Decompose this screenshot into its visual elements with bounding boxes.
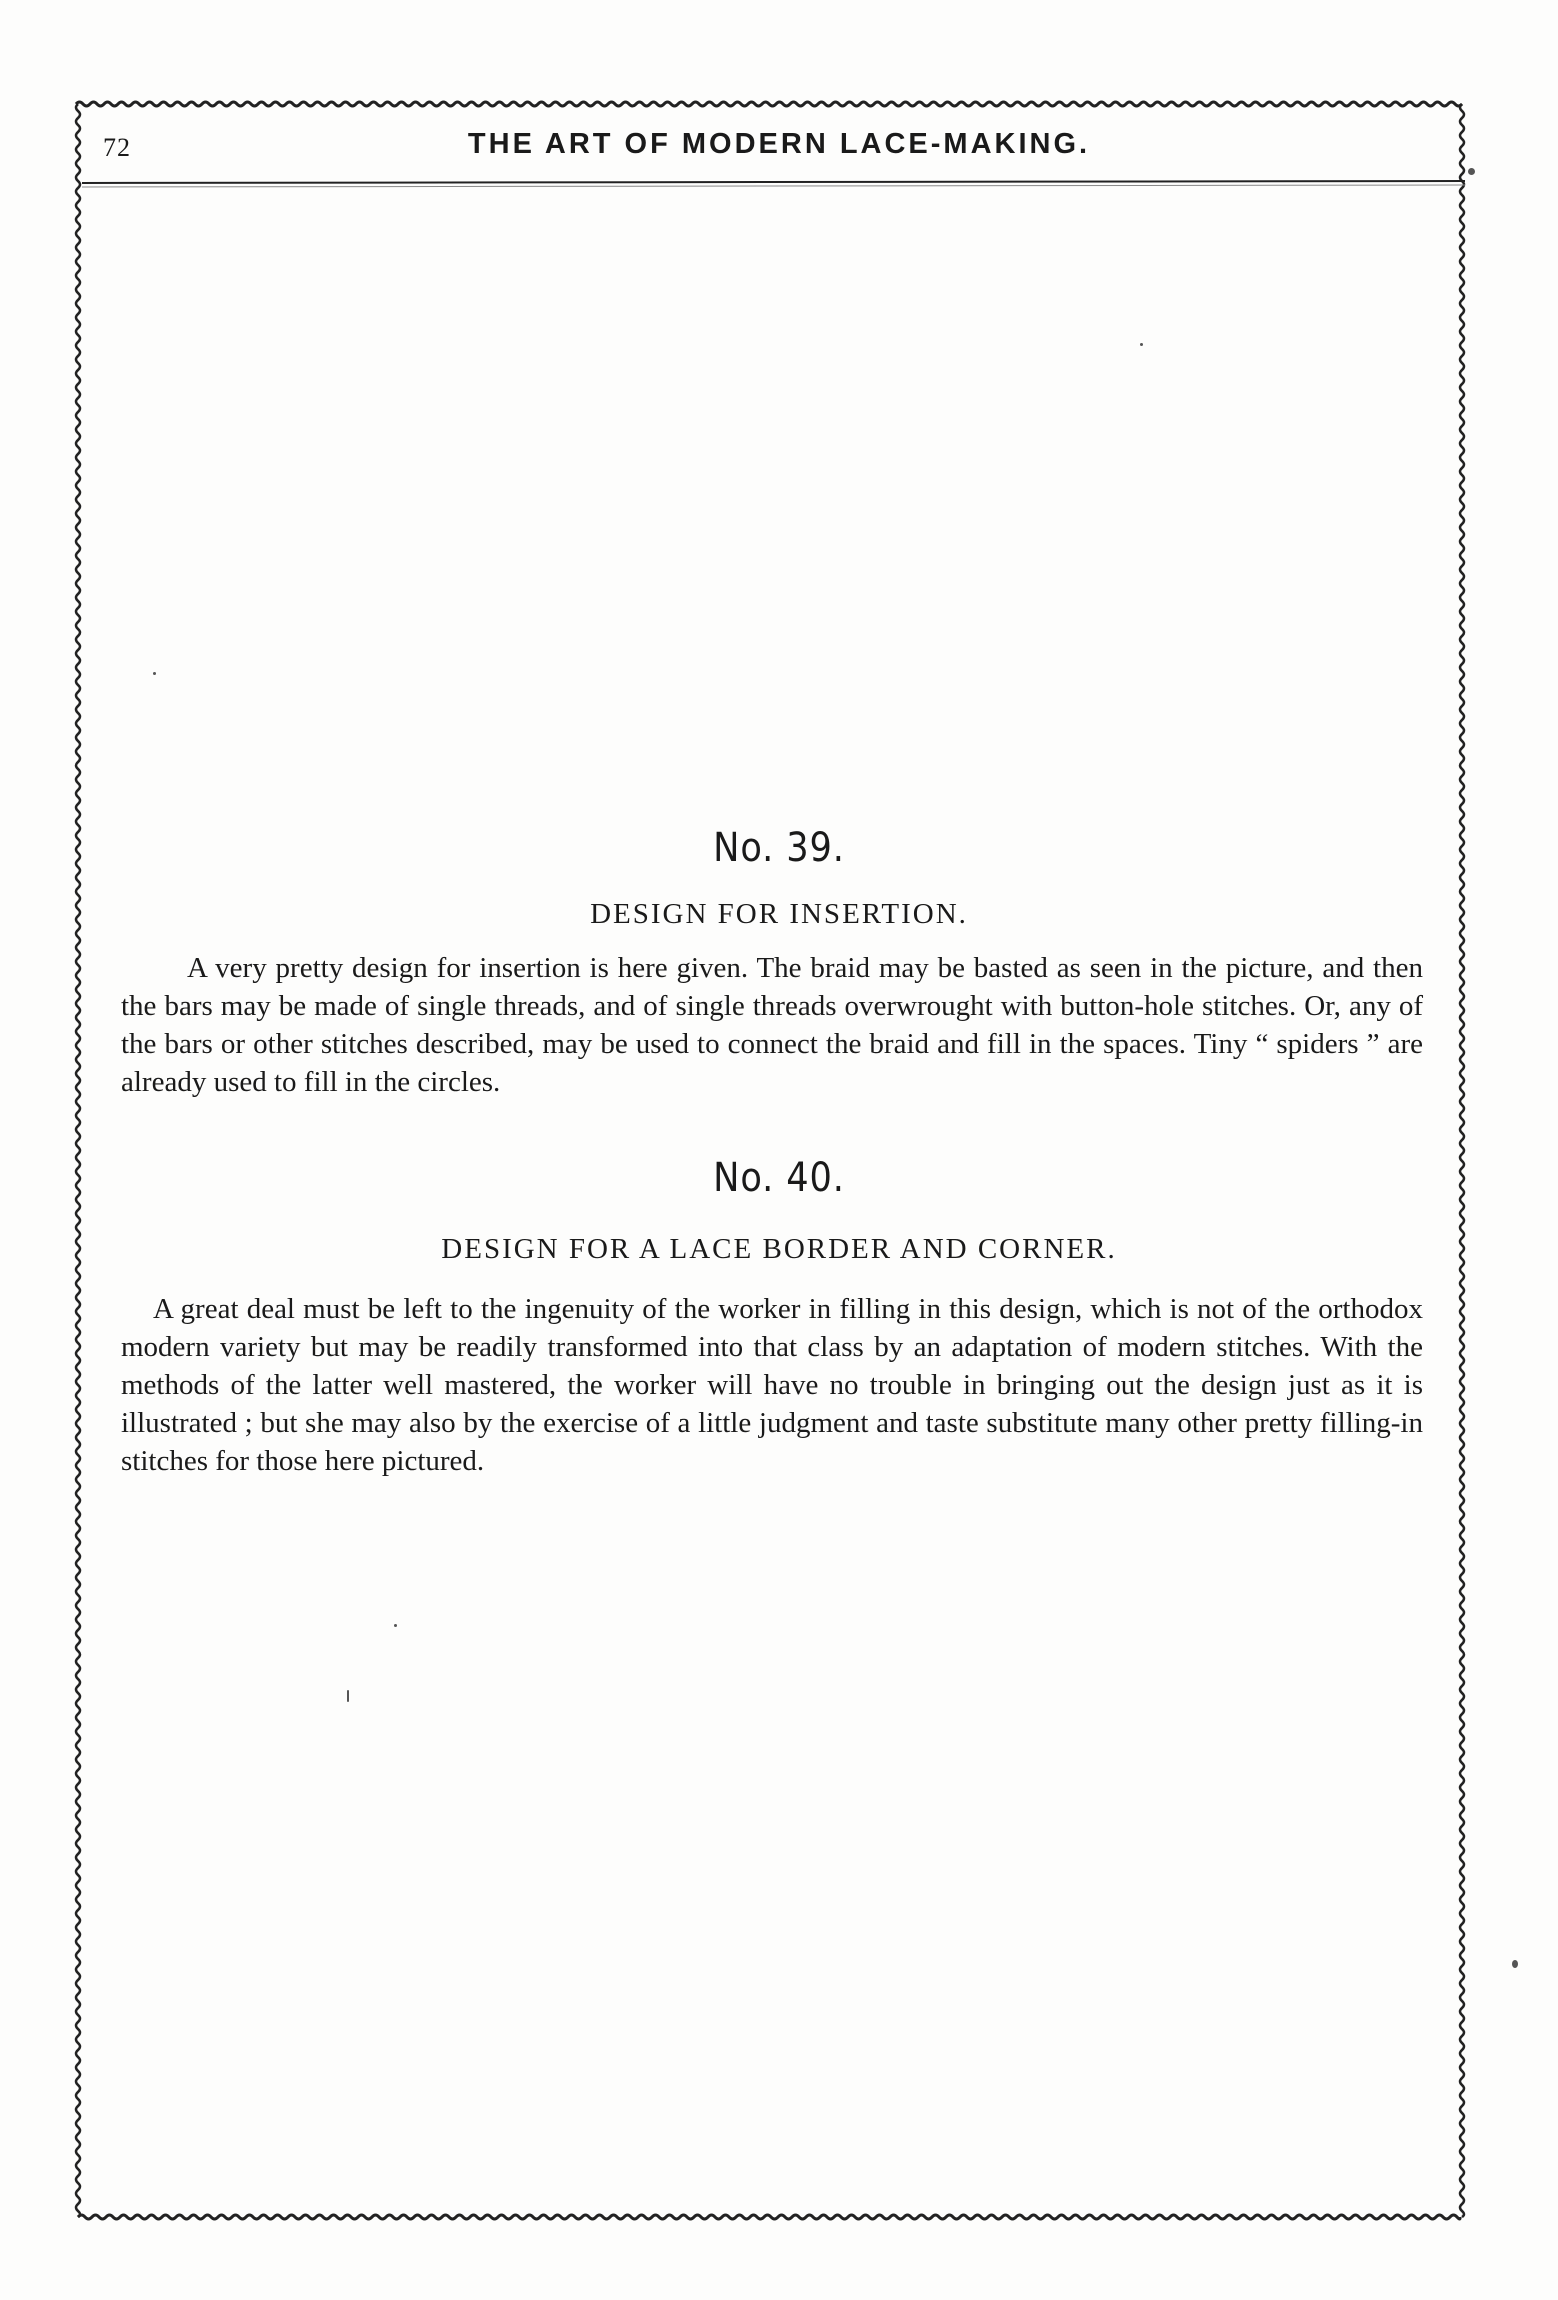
section-number-39: No. 39. [713, 825, 845, 871]
ink-speck [394, 1624, 397, 1627]
border-bottom-wave [78, 2215, 1460, 2219]
header-rule-thin [82, 185, 1465, 187]
ink-speck [347, 1690, 349, 1702]
page-number: 72 [103, 133, 131, 162]
section-heading-40: DESIGN FOR A LACE BORDER AND CORNER. [441, 1233, 1117, 1265]
border-left-wave [76, 104, 80, 2217]
border-top-wave [76, 102, 1462, 106]
ink-speck [1512, 1960, 1518, 1968]
ink-speck [1468, 168, 1475, 175]
ink-speck [1140, 343, 1143, 346]
header-rule [82, 181, 1465, 183]
section-number-40: No. 40. [713, 1155, 845, 1201]
section-body-39: A very pretty design for insertion is here given. The braid may be basted as seen in the picture, and then the bars may be made of single threads, and of single threads overwrought with button-hole stitches. Or, any of the bars or other stitches described, may be used to connect the braid and fill in the spaces. Tiny “ spiders ” are already used to fill in the circles. [121, 952, 1423, 1098]
section-body-40: A great deal must be left to the ingenuity of the worker in filling in this design, which is not of the orthodox modern variety but may be readily transformed into that class by an adaptation of modern stitches. With the methods of the latter well mastered, the worker will have no trouble in bringing out the design just as it is illustrated ; but she may also by the exercise of a little judgment and taste substitute many other pretty filling-in stitches for those here pictured. [121, 1293, 1423, 1477]
section-heading-39: DESIGN FOR INSERTION. [590, 898, 968, 930]
ink-speck [153, 672, 156, 675]
running-title: THE ART OF MODERN LACE-MAKING. [467, 128, 1091, 160]
